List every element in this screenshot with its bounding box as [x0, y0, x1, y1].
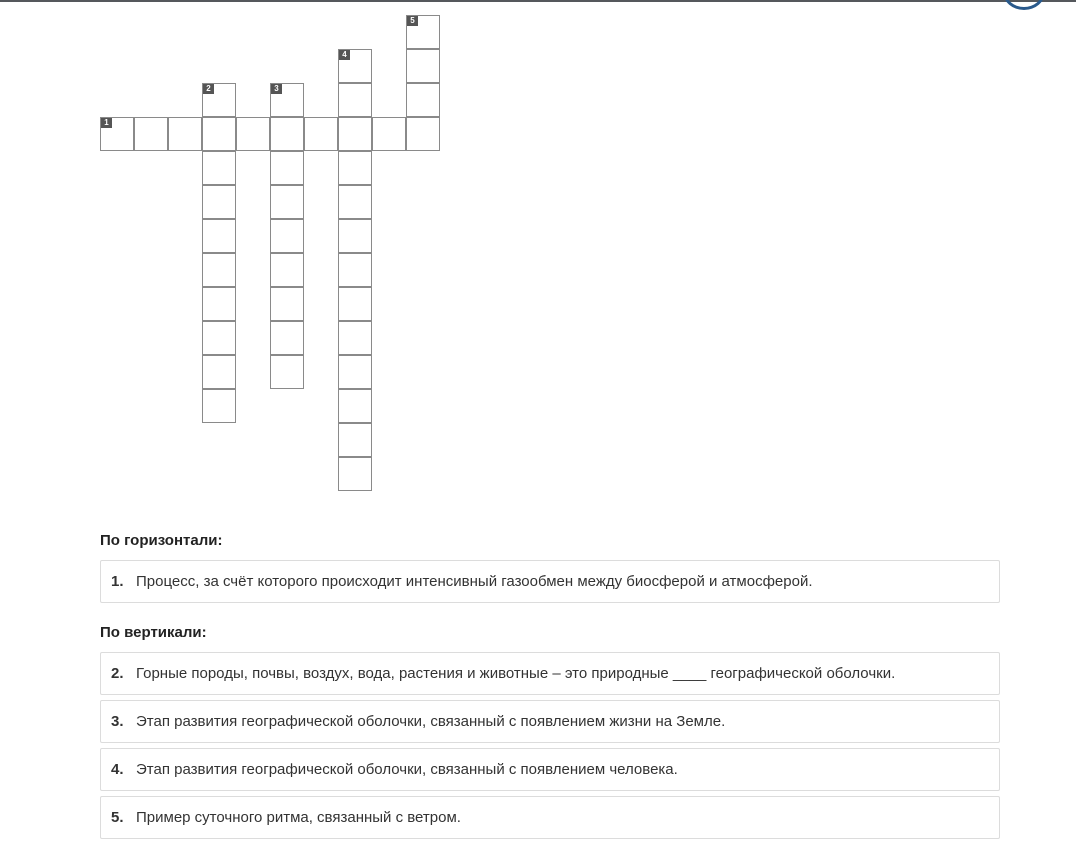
cell-number: 3	[271, 84, 282, 94]
crossword-cell[interactable]	[338, 253, 372, 287]
crossword-cell[interactable]	[202, 151, 236, 185]
crossword-cell[interactable]	[270, 185, 304, 219]
crossword-cell[interactable]	[406, 83, 440, 117]
crossword-cell[interactable]	[202, 83, 236, 117]
crossword-cell[interactable]	[406, 15, 440, 49]
clue-down-5	[100, 796, 1000, 839]
crossword-cell[interactable]	[338, 219, 372, 253]
crossword-cell[interactable]	[338, 49, 372, 83]
crossword-cell[interactable]	[270, 253, 304, 287]
clue-number: 1.	[111, 573, 124, 590]
crossword-cell[interactable]	[270, 219, 304, 253]
crossword-cell[interactable]	[202, 253, 236, 287]
cell-number: 1	[101, 118, 112, 128]
crossword-cell[interactable]	[270, 117, 304, 151]
crossword-cell[interactable]	[270, 287, 304, 321]
crossword-cell[interactable]	[338, 83, 372, 117]
crossword-cell[interactable]	[202, 321, 236, 355]
clue-across-1	[100, 560, 1000, 603]
cell-number: 2	[203, 84, 214, 94]
down-title: По вертикали:	[100, 624, 207, 641]
crossword-cell[interactable]	[338, 423, 372, 457]
crossword-cell[interactable]	[304, 117, 338, 151]
clue-number: 5.	[111, 809, 124, 826]
clue-down-2	[100, 652, 1000, 695]
crossword-cell[interactable]	[338, 457, 372, 491]
crossword-cell[interactable]	[270, 355, 304, 389]
crossword-cell[interactable]	[338, 151, 372, 185]
clue-text: Этап развития географической оболочки, связанный с появлением человека.	[136, 761, 678, 778]
crossword-cell[interactable]	[202, 355, 236, 389]
clue-text: Процесс, за счёт которого происходит интенсивный газообмен между биосферой и атмосферой.	[136, 573, 813, 590]
crossword-cell[interactable]	[202, 389, 236, 423]
crossword-cell[interactable]	[338, 117, 372, 151]
crossword-cell[interactable]	[202, 287, 236, 321]
crossword-cell[interactable]	[134, 117, 168, 151]
crossword-cell[interactable]	[338, 287, 372, 321]
clue-number: 2.	[111, 665, 124, 682]
crossword-cell[interactable]	[270, 151, 304, 185]
clue-number: 3.	[111, 713, 124, 730]
crossword-cell[interactable]	[202, 219, 236, 253]
crossword-cell[interactable]	[236, 117, 270, 151]
clue-text: Горные породы, почвы, воздух, вода, растения и животные – это природные ____ географической оболочки.	[136, 665, 896, 682]
cell-number: 5	[407, 16, 418, 26]
crossword-cell[interactable]	[338, 389, 372, 423]
crossword-cell[interactable]	[270, 321, 304, 355]
crossword-cell[interactable]	[270, 83, 304, 117]
crossword-cell[interactable]	[338, 355, 372, 389]
crossword-cell[interactable]	[338, 321, 372, 355]
clue-down-3	[100, 700, 1000, 743]
crossword-cell[interactable]	[202, 117, 236, 151]
clue-down-4	[100, 748, 1000, 791]
crossword-cell[interactable]	[168, 117, 202, 151]
clue-text: Этап развития географической оболочки, связанный с появлением жизни на Земле.	[136, 713, 726, 730]
crossword-cell[interactable]	[406, 117, 440, 151]
crossword-cell[interactable]	[100, 117, 134, 151]
crossword-cell[interactable]	[202, 185, 236, 219]
cell-number: 4	[339, 50, 350, 60]
across-title: По горизонтали:	[100, 532, 223, 549]
clue-text: Пример суточного ритма, связанный с ветром.	[136, 809, 461, 826]
crossword-cell[interactable]	[372, 117, 406, 151]
crossword-cell[interactable]	[406, 49, 440, 83]
crossword-cell[interactable]	[338, 185, 372, 219]
clue-number: 4.	[111, 761, 124, 778]
